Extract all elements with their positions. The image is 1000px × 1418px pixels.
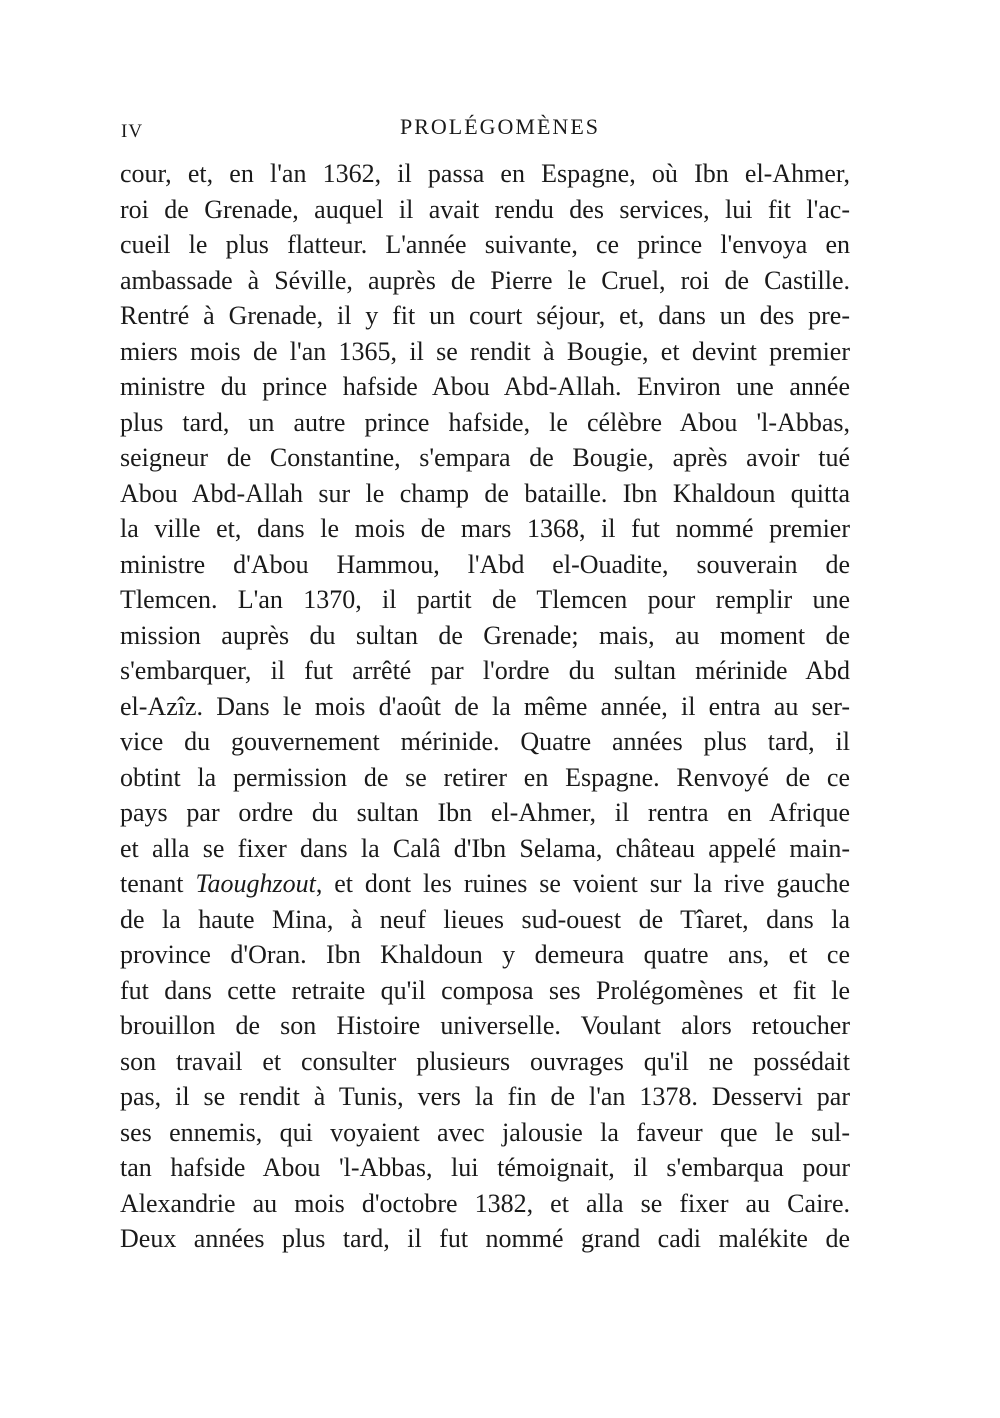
text-line: Tlemcen. L'an 1370, il partit de Tlemcen pour remplir une <box>120 585 850 614</box>
running-head: PROLÉGOMÈNES <box>399 114 600 139</box>
text-line: seigneur de Constantine, s'empara de Bougie, après avoir tué <box>120 443 850 472</box>
text-line: brouillon de son Histoire universelle. Voulant alors retoucher <box>120 1011 850 1040</box>
text-fragment: , et dont les ruines se voient sur la rive gauche <box>315 869 851 898</box>
italic-place-name: Taoughzout <box>195 869 316 898</box>
text-line: et alla se fixer dans la Calâ d'Ibn Selama, château appelé main- <box>120 833 850 863</box>
text-line: ses ennemis, qui voyaient avec jalousie la faveur que le sul- <box>120 1117 850 1147</box>
text-line: vice du gouvernement mérinide. Quatre années plus tard, il <box>120 727 850 756</box>
text-line: ministre du prince hafside Abou Abd-Allah. Environ une année <box>120 372 850 401</box>
text-line: tan hafside Abou 'l-Abbas, lui témoignait, il s'embarqua pour <box>120 1153 850 1182</box>
text-line: ambassade à Séville, auprès de Pierre le Cruel, roi de Castille. <box>120 265 850 295</box>
text-line: la ville et, dans le mois de mars 1368, il fut nommé premier <box>120 514 850 543</box>
text-line: province d'Oran. Ibn Khaldoun y demeura quatre ans, et ce <box>120 940 850 969</box>
text-line: obtint la permission de se retirer en Espagne. Renvoyé de ce <box>120 762 850 792</box>
text-line: roi de Grenade, auquel il avait rendu des services, lui fit l'ac- <box>120 194 850 224</box>
text-line: Rentré à Grenade, il y fit un court séjour, et, dans un des pre- <box>120 301 850 330</box>
text-line: miers mois de l'an 1365, il se rendit à Bougie, et devint premier <box>120 336 850 366</box>
text-line: fut dans cette retraite qu'il composa ses Prolégomènes et fit le <box>120 975 850 1005</box>
text-line: mission auprès du sultan de Grenade; mais, au moment de <box>120 620 850 650</box>
text-line: de la haute Mina, à neuf lieues sud-ouest de Tîaret, dans la <box>120 904 850 934</box>
text-line-with-italic <box>120 866 850 902</box>
text-fragment: tenant <box>120 869 196 898</box>
text-line: ministre d'Abou Hammou, l'Abd el-Ouadite, souverain de <box>120 549 850 579</box>
text-line: el-Azîz. Dans le mois d'août de la même année, il entra au ser- <box>120 691 850 721</box>
text-line: Alexandrie au mois d'octobre 1382, et alla se fixer au Caire. <box>120 1188 850 1218</box>
text-line: son travail et consulter plusieurs ouvrages qu'il ne possédait <box>120 1046 850 1076</box>
page-number: IV <box>121 121 144 142</box>
text-line: pas, il se rendit à Tunis, vers la fin de l'an 1378. Desservi par <box>120 1082 850 1111</box>
text-line: s'embarquer, il fut arrêté par l'ordre du sultan mérinide Abd <box>120 656 850 685</box>
text-line: pays par ordre du sultan Ibn el-Ahmer, il rentra en Afrique <box>120 798 850 827</box>
body-text <box>120 156 850 1257</box>
text-line: Deux années plus tard, il fut nommé grand cadi malékite de <box>120 1224 850 1253</box>
text-line: Abou Abd-Allah sur le champ de bataille. Ibn Khaldoun quitta <box>120 478 850 508</box>
text-line: plus tard, un autre prince hafside, le célèbre Abou 'l-Abbas, <box>120 407 850 437</box>
text-line: cour, et, en l'an 1362, il passa en Espagne, où Ibn el-Ahmer, <box>120 159 850 188</box>
text-line: cueil le plus flatteur. L'année suivante, ce prince l'envoya en <box>120 230 850 259</box>
